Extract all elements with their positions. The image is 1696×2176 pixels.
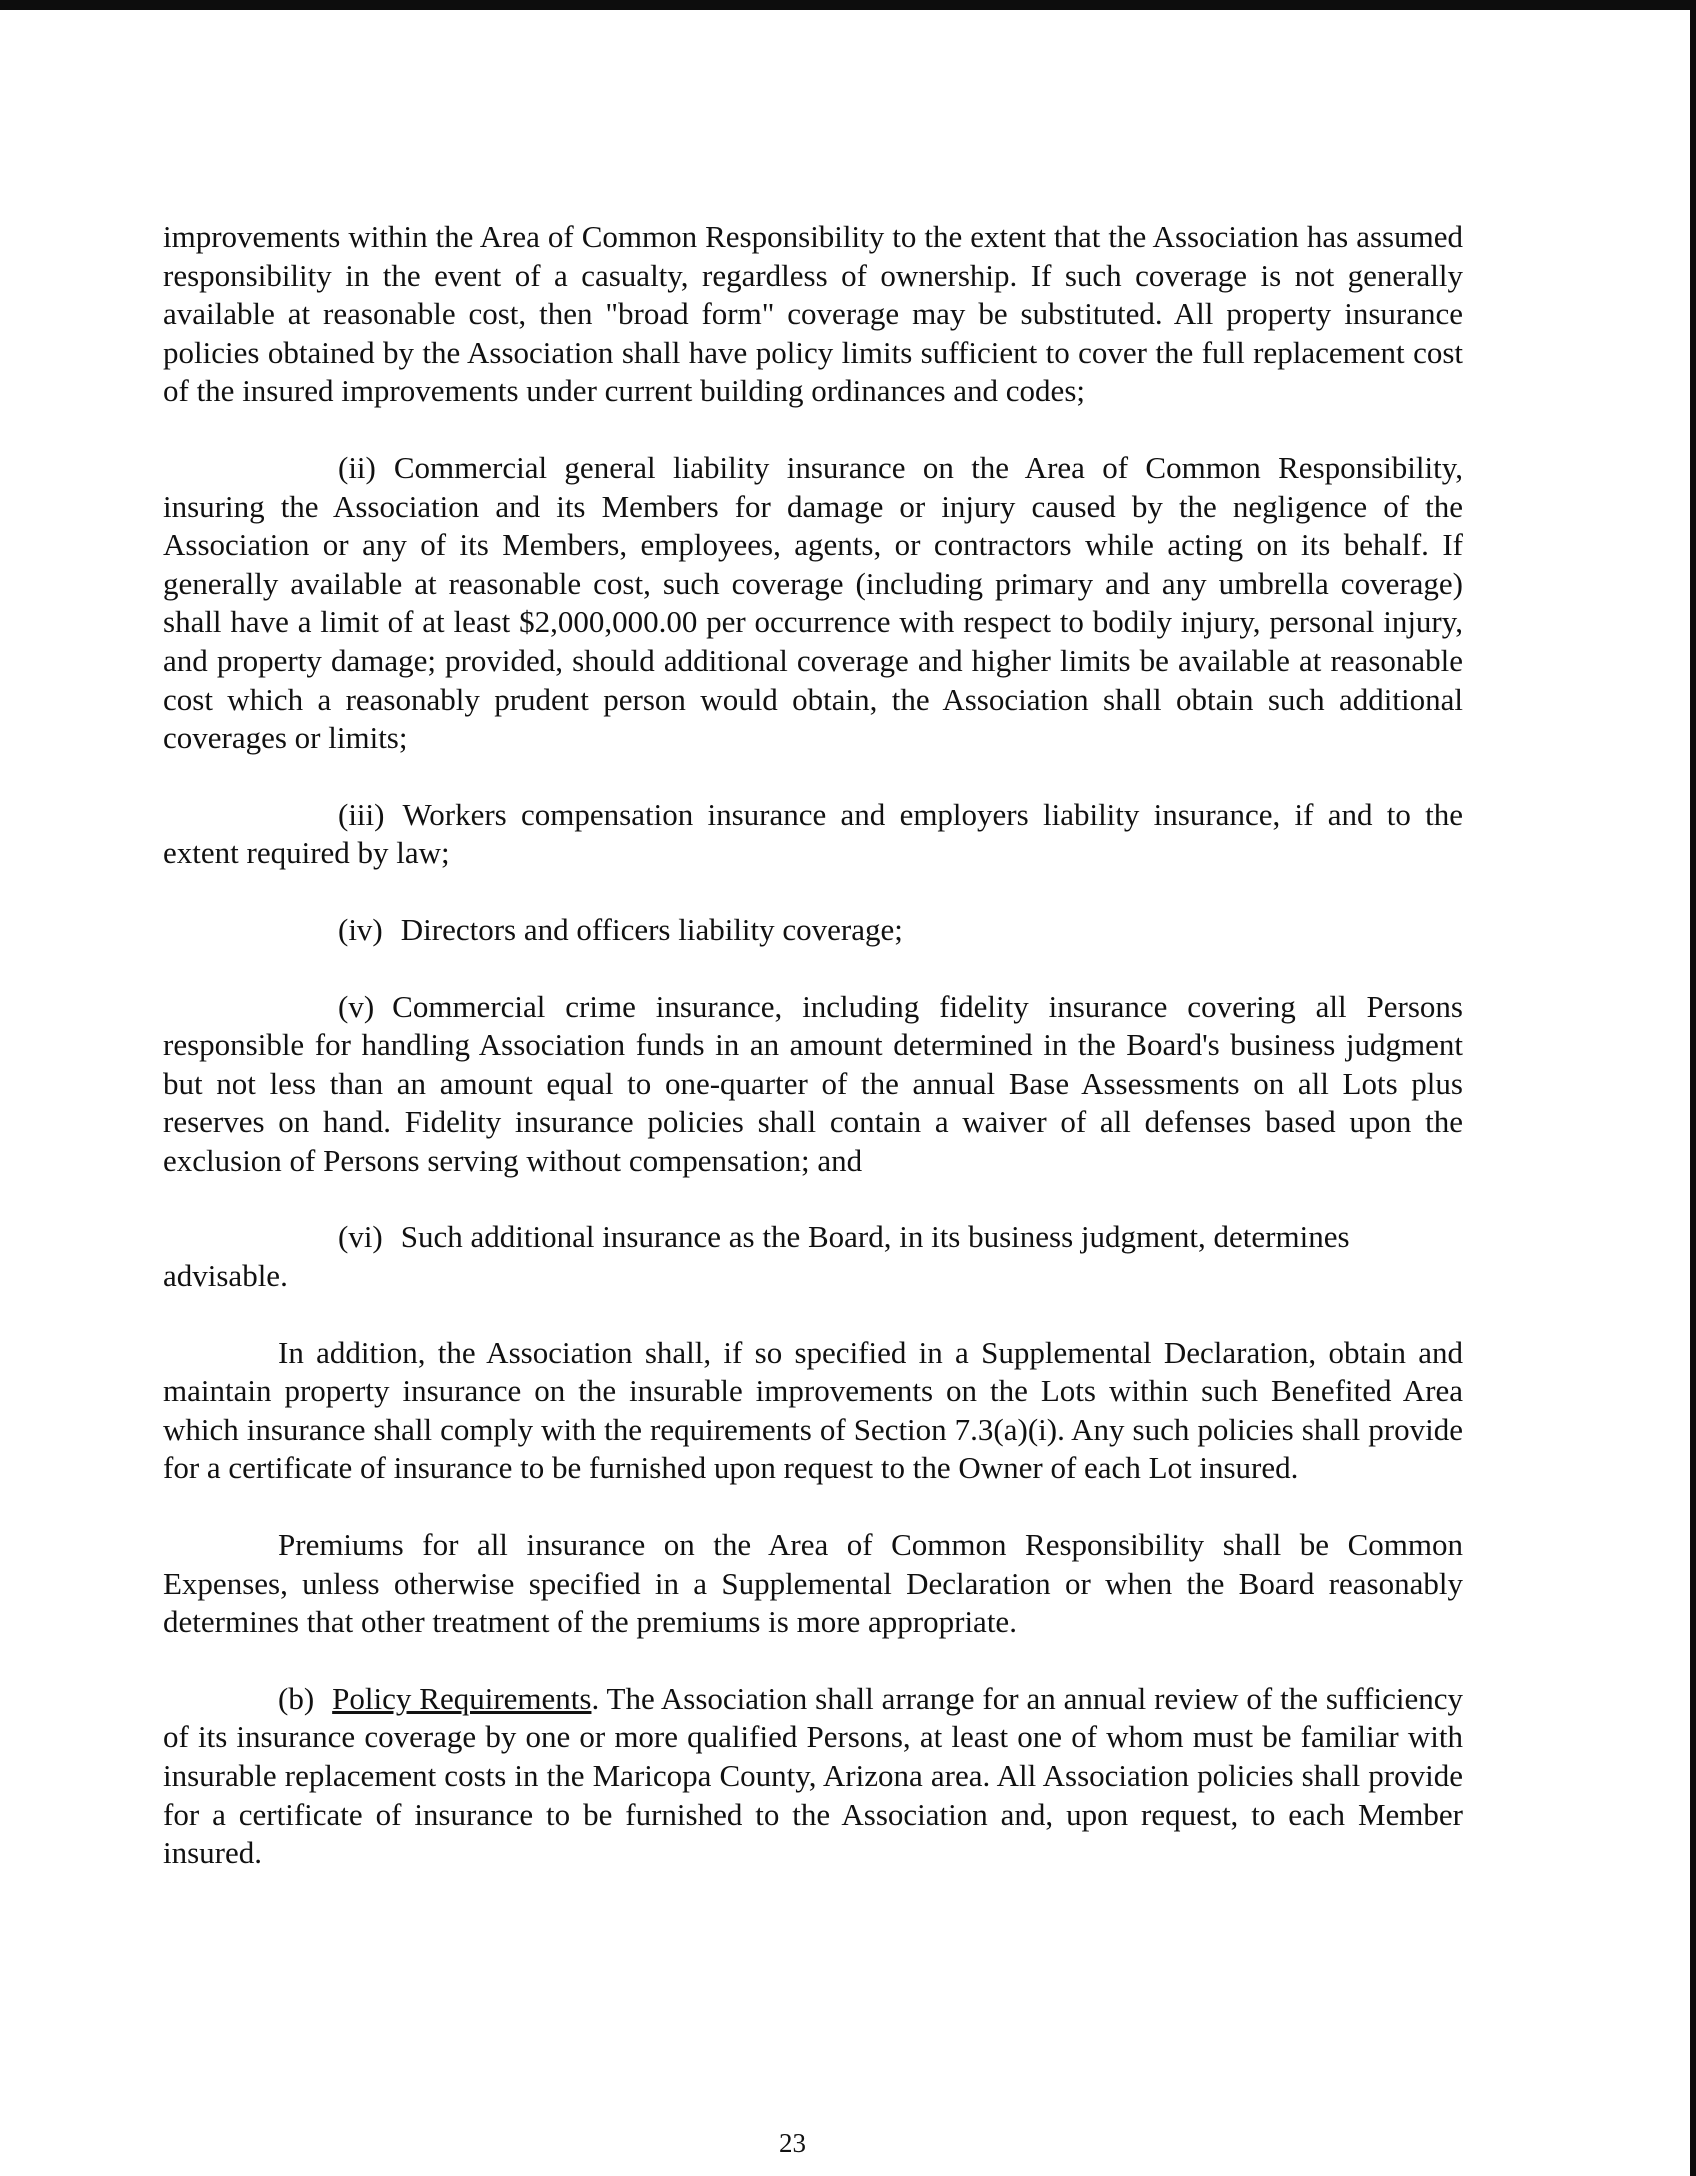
item-ii-label: (ii) <box>338 449 376 485</box>
item-iii-text: Workers compensation insurance and employers liability insurance, if and to the extent required by law; <box>163 796 1463 871</box>
item-iii-paragraph <box>163 796 1463 873</box>
in-addition-paragraph: In addition, the Association shall, if so specified in a Supplemental Declaration, obtain and maintain property insurance on the insurable improvements on the Lots within such Benefited Area which insurance shall comply with the requirements of Section 7.3(a)(i). Any such policies shall provide for a certificate of insurance to be furnished upon request to the Owner of each Lot insured. <box>163 1334 1463 1486</box>
policy-requirements-paragraph <box>163 1680 1463 1873</box>
item-vi-tail: advisable. <box>163 1258 288 1294</box>
item-v-label: (v) <box>338 988 375 1024</box>
item-ii-paragraph <box>163 449 1463 758</box>
item-vi-label: (vi) <box>338 1219 383 1255</box>
item-vi-text: Such additional insurance as the Board, in its business judgment, determines <box>400 1219 1350 1255</box>
item-iv-paragraph <box>163 911 1463 950</box>
policy-requirements-heading: Policy Requirements <box>332 1680 592 1716</box>
item-iv-text: Directors and officers liability coverage; <box>400 911 903 947</box>
item-vi-paragraph <box>163 1218 1463 1295</box>
continuation-paragraph: improvements within the Area of Common Responsibility to the extent that the Association has assumed responsibility in the event of a casualty, regardless of ownership. If such coverage is not generally available at reasonable cost, then "broad form" coverage may be substituted. All property insurance policies obtained by the Association shall have policy limits sufficient to cover the full replacement cost of the insured improvements under current building ordinances and codes; <box>163 219 1463 409</box>
scan-top-border <box>0 0 1696 10</box>
item-iii-label: (iii) <box>338 796 385 832</box>
premiums-paragraph: Premiums for all insurance on the Area of Common Responsibility shall be Common Expenses, unless otherwise specified in a Supplemental Declaration or when the Board reasonably determines that other treatment of the premiums is more appropriate. <box>163 1527 1463 1640</box>
item-ii-text: Commercial general liability insurance on the Area of Common Responsibility, insuring the Association and its Members for damage or injury caused by the negligence of the Association or any of its Members, employees, agents, or contractors while acting on its behalf. If generally available at reasonable cost, such coverage (including primary and any umbrella coverage) shall have a limit of at least $2,000,000.00 per occurrence with respect to bodily injury, personal injury, and property damage; provided, should additional coverage and higher limits be available at reasonable cost which a reasonably prudent person would obtain, the Association shall obtain such additional coverages or limits; <box>163 449 1463 756</box>
item-v-paragraph <box>163 988 1463 1181</box>
item-iv-label: (iv) <box>338 911 383 947</box>
document-page <box>163 218 1463 1873</box>
scan-right-border <box>1690 0 1696 2176</box>
page-number: 23 <box>779 2128 806 2158</box>
item-b-label: (b) <box>278 1680 315 1716</box>
policy-requirements-text: . The Association shall arrange for an annual review of the sufficiency of its insurance coverage by one or more qualified Persons, at least one of whom must be familiar with insurable replacement costs in the Maricopa County, Arizona area. All Association policies shall provide for a certificate of insurance to be furnished to the Association and, upon request, to each Member insured. <box>163 1680 1463 1871</box>
item-v-text: Commercial crime insurance, including fidelity insurance covering all Persons responsible for handling Association funds in an amount determined in the Board's business judgment but not less than an amount equal to one-quarter of the annual Base Assessments on all Lots plus reserves on hand. Fidelity insurance policies shall contain a waiver of all defenses based upon the exclusion of Persons serving without compensation; and <box>163 988 1463 1178</box>
